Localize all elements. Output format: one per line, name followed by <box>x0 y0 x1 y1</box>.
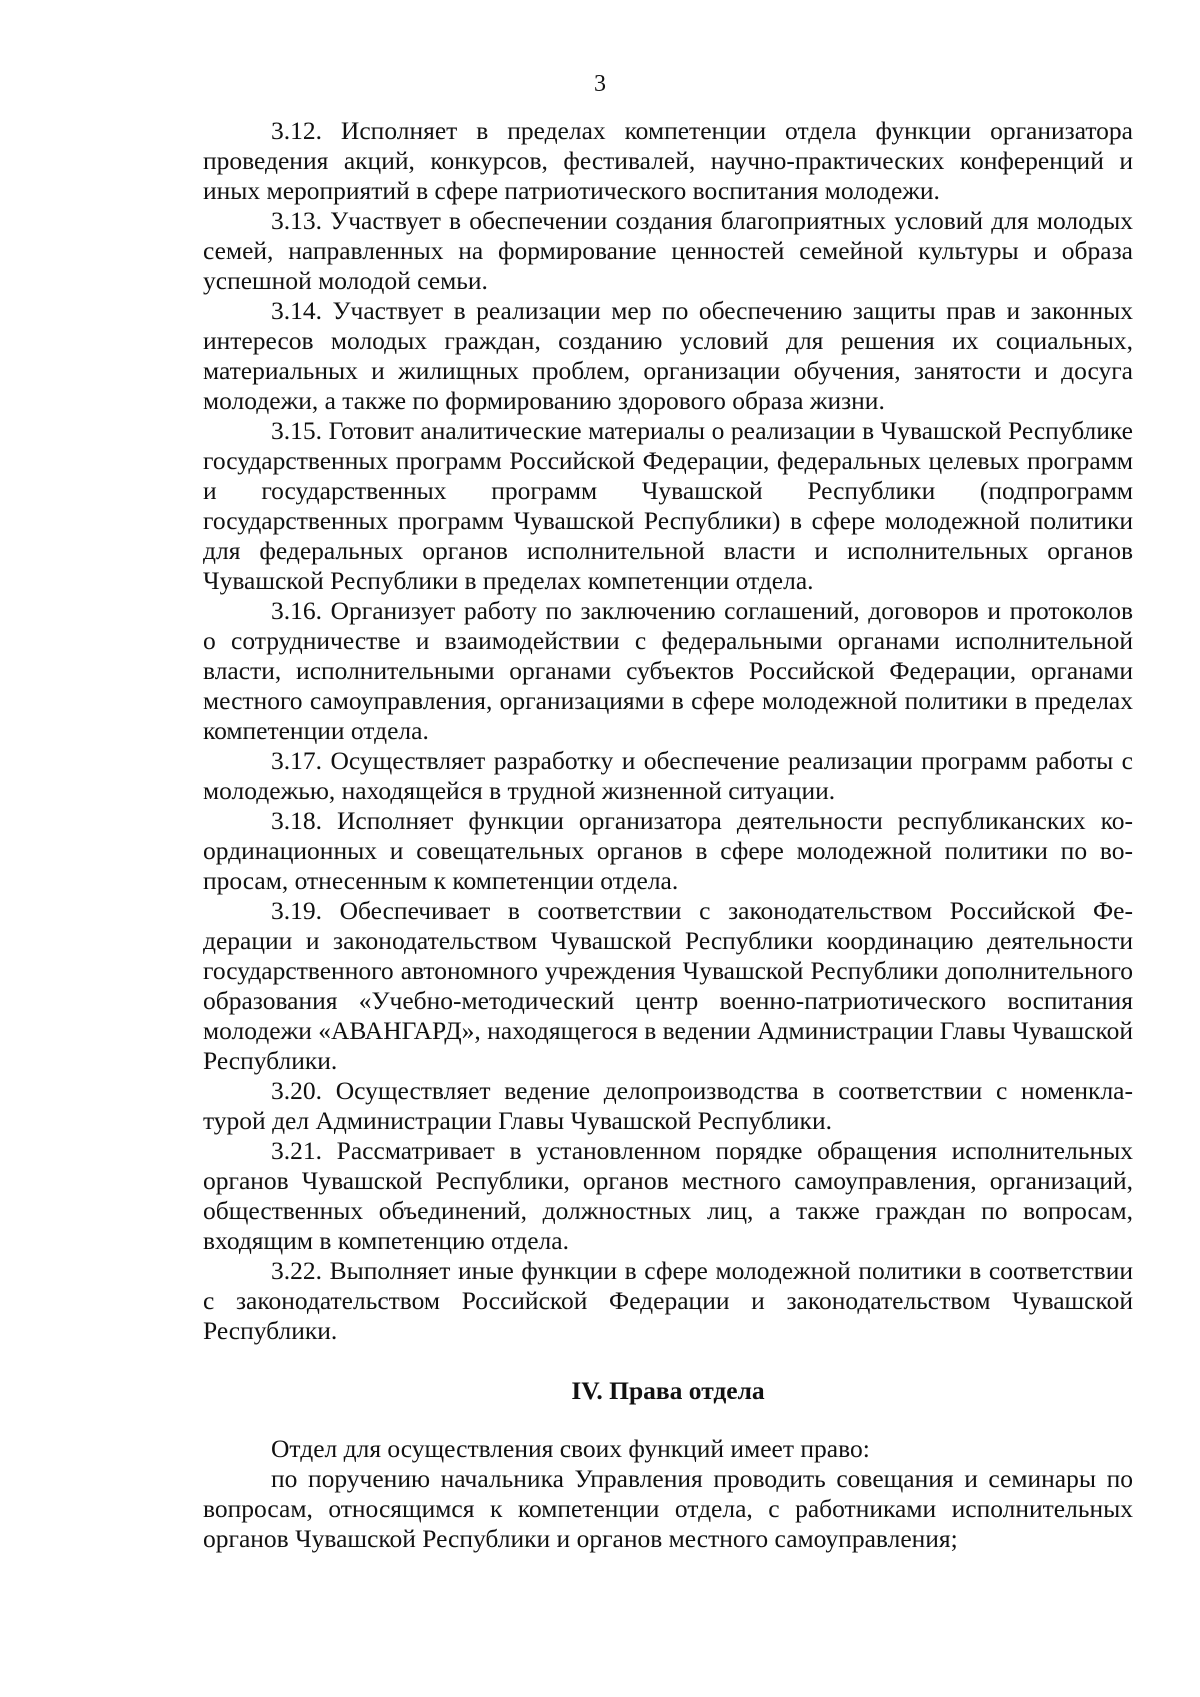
paragraph-3-21: 3.21. Рассматривает в установленном порядке обращения исполнительных органов Чувашской Республики, органов местного самоуправления, организаций, общественных объединений, должностных лиц, а также граждан по вопросам, входящим в компетенцию отдела. <box>203 1136 1133 1255</box>
paragraph-3-22: 3.22. Выполняет иные функции в сфере молодежной политики в соответствии с законодательством Российской Федерации и законодательством Чувашской Республики. <box>203 1256 1133 1345</box>
paragraph-rights-item: по поручению начальника Управления проводить совещания и семинары по вопросам, относящимся к компетенции отдела, с работниками исполнительных органов Чувашской Республики и органов местного самоуправления; <box>203 1464 1133 1553</box>
paragraph-rights-intro: Отдел для осуществления своих функций имеет право: <box>271 1434 870 1463</box>
paragraph-3-19: 3.19. Обеспечивает в соответствии с законодательством Российской Федерации и законодательством Чувашской Республики координацию деятельности государственного автономного учреждения Чувашской Республики дополнительного образования «Учебно-методический центр военно-патриотического воспитания молодежи «АВАНГАРД», находящегося в ведении Администрации Главы Чувашской Республики. <box>203 896 1133 1075</box>
section-heading: IV. Права отдела <box>571 1376 765 1405</box>
paragraph-3-14: 3.14. Участвует в реализации мер по обеспечению защиты прав и законных интересов молодых граждан, созданию условий для решения их социальных, материальных и жилищных проблем, организации обучения, занятости и досуга молодежи, а также по формированию здорового образа жизни. <box>203 296 1133 415</box>
paragraph-3-16: 3.16. Организует работу по заключению соглашений, договоров и протоколов о сотрудничестве и взаимодействии с федеральными органами исполнительной власти, исполнительными органами субъектов Российской Федерации, органами местного самоуправления, организациями в сфере молодежной политики в пределах компетенции отдела. <box>203 596 1133 745</box>
paragraph-3-13: 3.13. Участвует в обеспечении создания благоприятных условий для молодых семей, направленных на формирование ценностей семейной культуры и образа успешной молодой семьи. <box>203 206 1133 295</box>
page-number: 3 <box>594 71 606 97</box>
paragraph-3-15: 3.15. Готовит аналитические материалы о реализации в Чувашской Республике государственных программ Российской Федерации, федеральных целевых программ и государственных программ Чувашской Республики (подпрограмм государственных программ Чувашской Республики) в сфере молодежной политики для федеральных органов исполнительной власти и исполнительных органов Чувашской Республики в пределах компетенции отдела. <box>203 416 1133 595</box>
paragraph-3-18: 3.18. Исполняет функции организатора деятельности республиканских координационных и совещательных органов в сфере молодежной политики по вопросам, отнесенным к компетенции отдела. <box>203 806 1133 895</box>
paragraph-3-20: 3.20. Осуществляет ведение делопроизводства в соответствии с номенклатурой дел Администрации Главы Чувашской Республики. <box>203 1076 1133 1135</box>
document-body <box>203 116 1133 1554</box>
paragraph-3-12: 3.12. Исполняет в пределах компетенции отдела функции организатора проведения акций, конкурсов, фестивалей, научно-практических конференций и иных мероприятий в сфере патриотического воспитания молодежи. <box>203 116 1133 205</box>
paragraph-3-17: 3.17. Осуществляет разработку и обеспечение реализации программ работы с молодежью, находящейся в трудной жизненной ситуации. <box>203 746 1133 805</box>
